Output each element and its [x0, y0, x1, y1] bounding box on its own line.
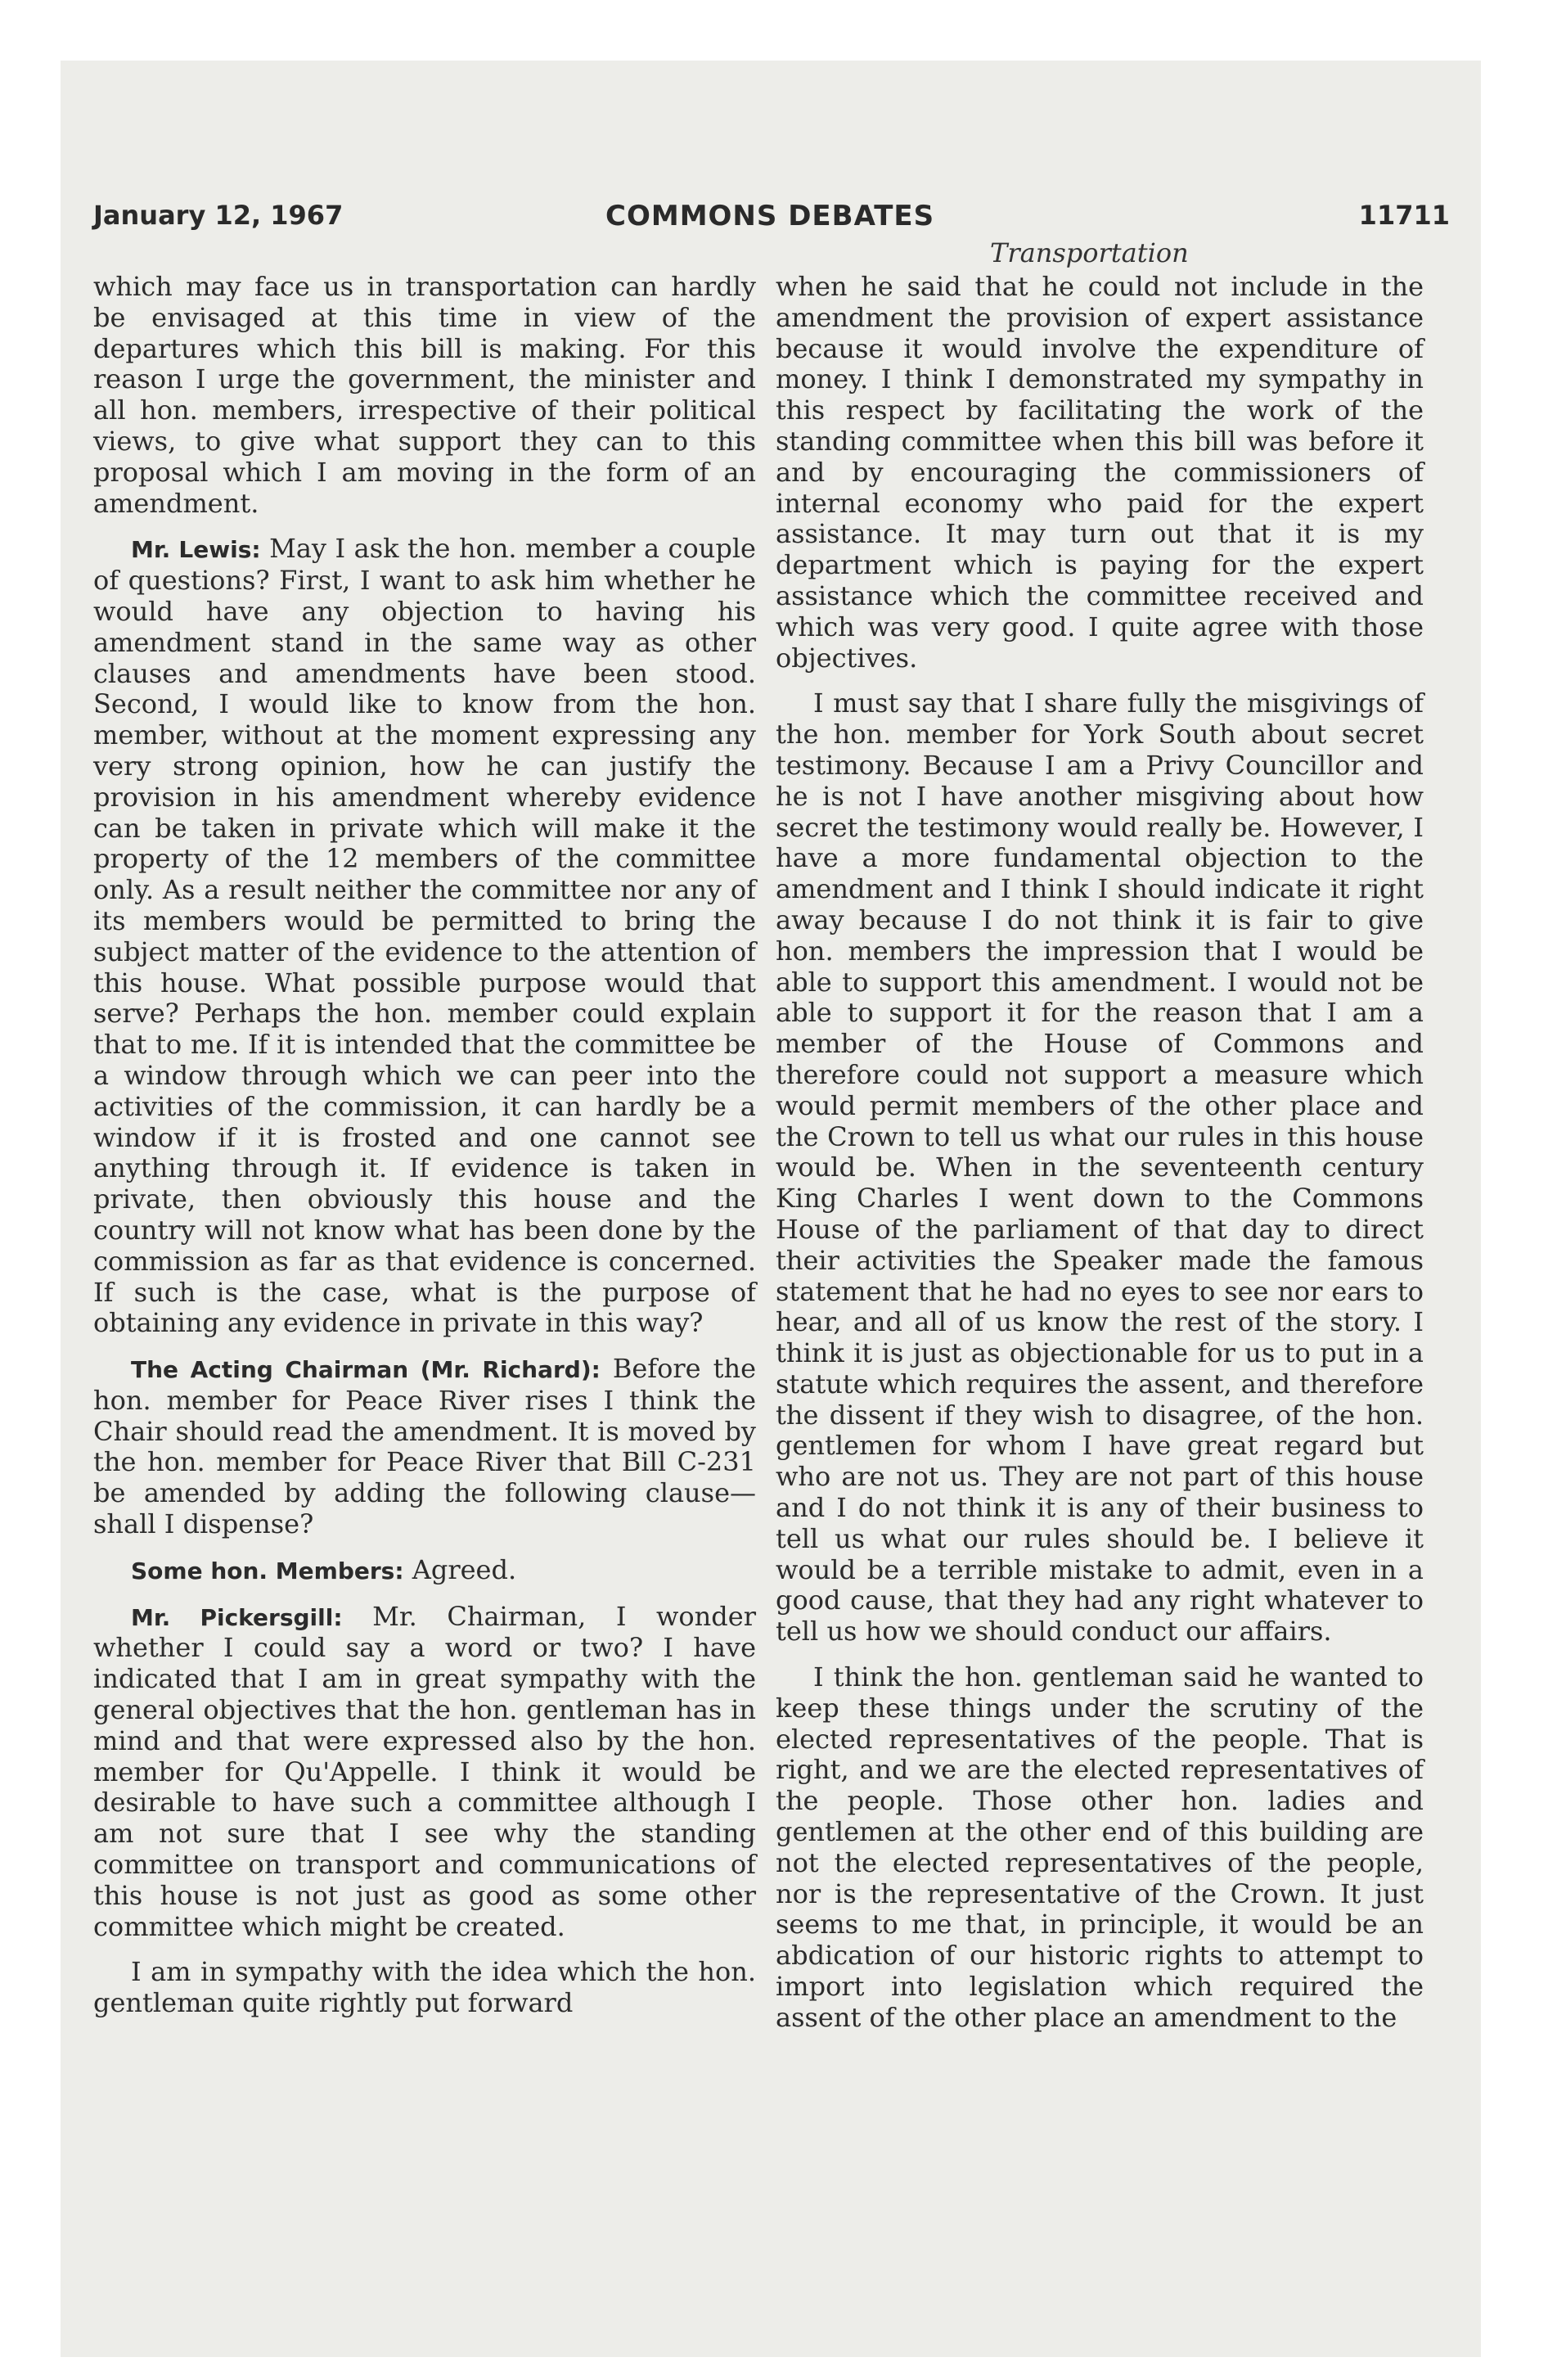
page-number: 11711	[1358, 200, 1450, 231]
paragraph-pickersgill	[93, 1602, 756, 1943]
speaker-name: Some hon. Members:	[131, 1557, 404, 1584]
paragraph-scrutiny: I think the hon. gentleman said he wanted to keep these things under the scrutiny of the elected representatives of the people. That is right, and we are the elected representatives of the people. Those other hon. ladies and gentlemen at the other end of this building are not the elected representatives of the people, nor is the representative of the Crown. It just seems to me that, in principle, it would be an abdication of our historic rights to attempt to import into legislation which required the assent of the other place an amendment to the	[776, 1661, 1424, 2033]
header-title: COMMONS DEBATES	[605, 200, 935, 232]
speaker-name: Mr. Pickersgill:	[131, 1603, 343, 1631]
section-subject: Transportation	[990, 237, 1189, 268]
speech-text: Before the hon. member for Peace River rises I think the Chair should read the amendment. It is moved by the hon. member for Peace River that Bill C-231 be amended by adding the following clause—shall I dispense?	[93, 1353, 756, 1540]
left-column	[93, 272, 756, 2034]
right-column	[776, 272, 1424, 2049]
header-date: January 12, 1967	[93, 200, 344, 231]
speech-text: Mr. Chairman, I wonder whether I could say a word or two? I have indicated that I am in great sympathy with the general objectives that the hon. gentleman has in mind and that were expressed also by the hon. member for Qu'Appelle. I think it would be desirable to have such a committee although I am not sure that I see why the standing committee on transport and communications of this house is not just as good as some other committee which might be created.	[93, 1600, 756, 1942]
paragraph-acting-chairman	[93, 1354, 756, 1540]
speaker-name: Mr. Lewis:	[131, 536, 261, 564]
paragraph-members	[93, 1555, 756, 1587]
paragraph-sympathy: I am in sympathy with the idea which the hon. gentleman quite rightly put forward	[93, 1956, 756, 2019]
speech-text: May I ask the hon. member a couple of questions? First, I want to ask him whether he would have any objection to having his amendment stand in the same way as other clauses and amendments have been stood. Second, I would like to know from the hon. member, without at the moment expressing any very strong opinion, how he can justify the provision in his amendment whereby evidence can be taken in private which will make it the property of the 12 members of the committee only. As a result neither the committee nor any of its members would be permitted to bring the subject matter of the evidence to the attention of this house. What possible purpose would that serve? Perhaps the hon. member could explain that to me. If it is intended that the committee be a window through which we can peer into the activities of the commission, it can hardly be a window if it is frosted and one cannot see anything through it. If evidence is taken in private, then obviously this house and the country will not know what has been done by the commission as far as that evidence is concerned. If such is the case, what is the purpose of obtaining any evidence in private in this way?	[93, 533, 756, 1339]
paragraph-continuation: when he said that he could not include in the amendment the provision of expert assistance because it would involve the expenditure of money. I think I demonstrated my sympathy in this respect by facilitating the work of the standing committee when this bill was before it and by encouraging the commissioners of internal economy who paid for the expert assistance. It may turn out that it is my department which is paying for the expert assistance which the committee received and which was very good. I quite agree with those objectives.	[776, 271, 1424, 674]
speech-text: Agreed.	[403, 1553, 517, 1585]
paragraph-misgivings: I must say that I share fully the misgivings of the hon. member for York South about secret testimony. Because I am a Privy Councillor and he is not I have another misgiving about how secret the testimony would really be. However, I have a more fundamental objection to the amendment and I think I should indicate it right away because I do not think it is fair to give hon. members the impression that I would be able to support this amendment. I would not be able to support it for the reason that I am a member of the House of Commons and therefore could not support a measure which would permit members of the other place and the Crown to tell us what our rules in this house would be. When in the seventeenth century King Charles I went down to the Commons House of the parliament of that day to direct their activities the Speaker made the famous statement that he had no eyes to see nor ears to hear, and all of us know the rest of the story. I think it is just as objectionable for us to put in a statute which requires the assent, and therefore the dissent if they wish to disagree, of the hon. gentlemen for whom I have great regard but who are not us. They are not part of this house and I do not think it is any of their business to tell us what our rules should be. I believe it would be a terrible mistake to admit, even in a good cause, that they had any right whatever to tell us how we should conduct our affairs.	[776, 687, 1424, 1648]
speaker-name: The Acting Chairman (Mr. Richard):	[131, 1356, 601, 1384]
paragraph-lewis	[93, 534, 756, 1339]
paragraph-continuation: which may face us in transportation can hardly be envisaged at this time in view of the departures which this bill is making. For this reason I urge the government, the minister and all hon. members, irrespective of their political views, to give what support they can to this proposal which I am moving in the form of an amendment.	[93, 271, 756, 519]
